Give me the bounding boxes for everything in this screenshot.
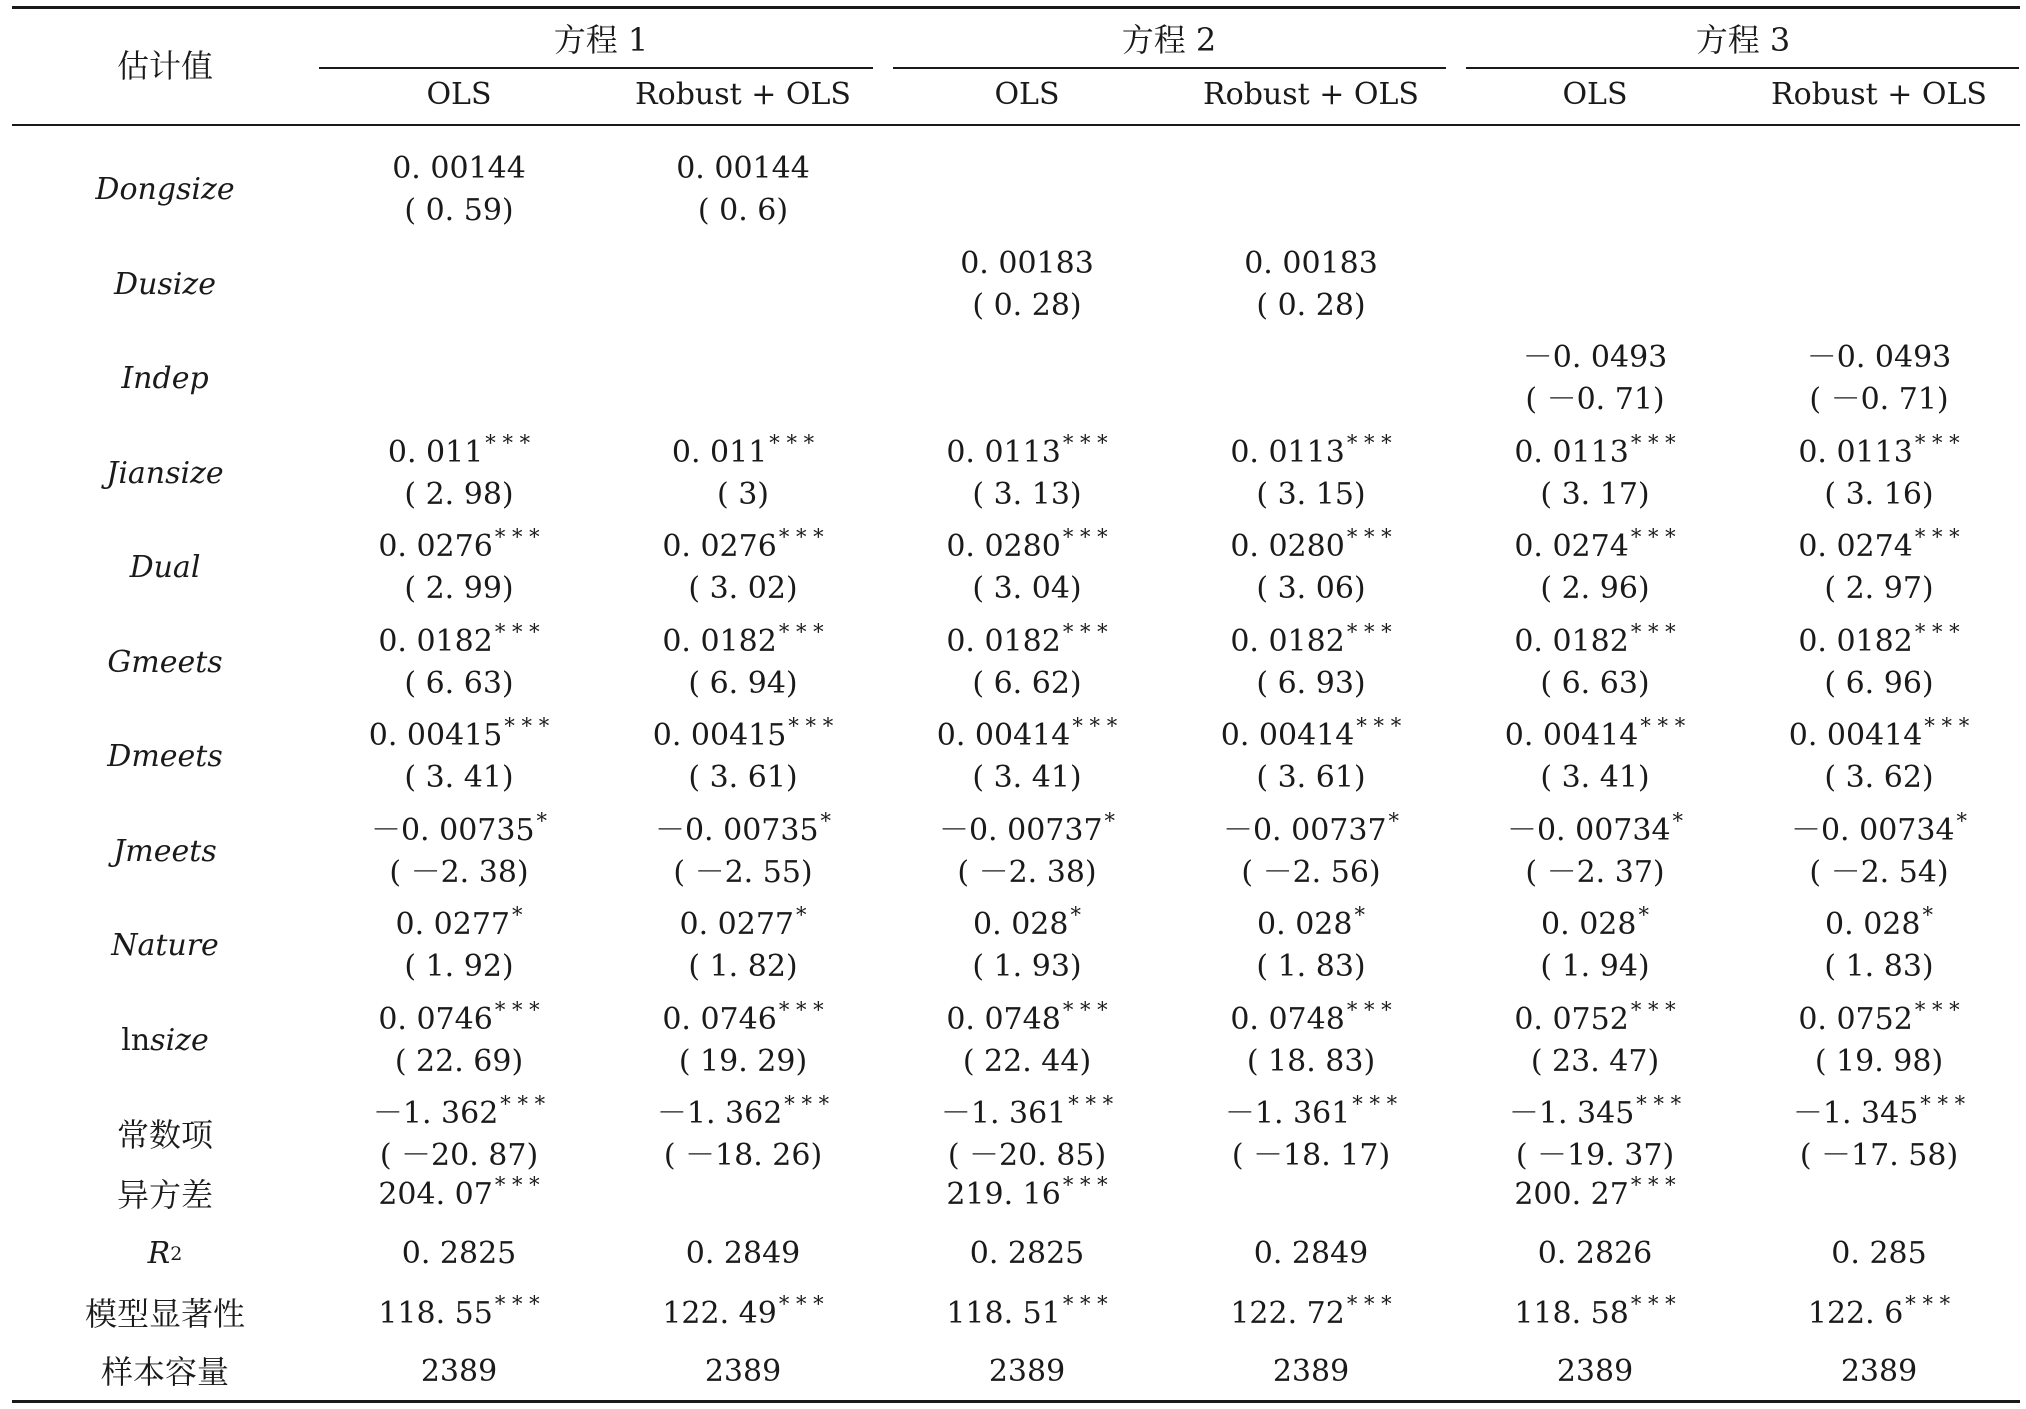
coef-value: －1. 361* * *	[940, 1092, 1114, 1131]
significance-stars: * * *	[1068, 1092, 1114, 1116]
tstat-value: ( 0. 28)	[972, 287, 1082, 323]
coef-value: 2389	[988, 1354, 1066, 1389]
coef-value: 0. 0182* * *	[378, 619, 540, 659]
tstat-value: ( 2. 98)	[404, 476, 514, 512]
coef-value: 0. 00144	[676, 151, 810, 186]
coef-value: 0. 011* * *	[671, 430, 815, 470]
tstat-value: ( 1. 94)	[1540, 949, 1650, 984]
coef-cell	[324, 429, 594, 519]
coef-cell	[324, 807, 594, 897]
tstat-value: ( 0. 59)	[404, 193, 514, 228]
significance-stars: * * *	[1924, 714, 1970, 738]
coef-value: 0. 028*	[973, 903, 1081, 942]
row-label: R 2	[15, 1229, 315, 1279]
tstat-value: ( 19. 98)	[1814, 1043, 1944, 1079]
tstat-value: ( －2. 56)	[1241, 854, 1381, 890]
tstat-value: ( 6. 63)	[1540, 665, 1650, 701]
tstat-value: ( 6. 94)	[688, 665, 798, 701]
stat-cell	[1744, 1229, 2014, 1279]
coef-value: 0. 0752* * *	[1514, 997, 1676, 1037]
coef-cell	[324, 618, 594, 708]
coef-value: 0. 00414* * *	[1788, 714, 1970, 753]
tstat-value: ( 3)	[716, 476, 770, 512]
significance-stars: * * *	[494, 997, 540, 1022]
coef-value: 0. 2825	[401, 1236, 517, 1271]
significance-stars: *	[1104, 808, 1116, 833]
significance-stars: * * *	[1905, 1292, 1951, 1316]
coef-value: 118. 55* * *	[378, 1292, 540, 1331]
coef-cell	[324, 996, 594, 1086]
row-label: Dusize	[114, 266, 216, 302]
tstat-value: ( 1. 82)	[688, 949, 798, 984]
column-header: OLS	[1562, 77, 1628, 112]
stat-cell	[324, 1170, 594, 1220]
coef-cell	[1176, 807, 1446, 897]
significance-stars: *	[1922, 903, 1933, 927]
coef-value: 0. 0280* * *	[1230, 525, 1392, 564]
coef-value: 0. 0182* * *	[662, 619, 824, 659]
significance-stars: * * *	[500, 1092, 546, 1116]
coef-value: 0. 0274* * *	[1514, 525, 1676, 564]
significance-stars: * * *	[494, 525, 540, 549]
coef-cell	[1176, 523, 1446, 613]
coef-value: 0. 2849	[1253, 1236, 1369, 1271]
coef-cell	[1460, 1090, 1730, 1180]
coef-cell	[324, 145, 594, 235]
significance-stars: * * *	[1630, 430, 1676, 455]
stat-cell	[608, 1289, 878, 1339]
coef-cell	[1176, 618, 1446, 708]
significance-stars: *	[1388, 808, 1400, 833]
coef-value: 0. 0746* * *	[662, 997, 824, 1037]
significance-stars: * * *	[1346, 1292, 1392, 1316]
significance-stars: * * *	[494, 619, 540, 644]
coef-value: 0. 0182* * *	[1514, 619, 1676, 659]
coef-value: 0. 00144	[392, 151, 526, 186]
significance-stars: *	[796, 903, 807, 927]
coef-cell	[892, 523, 1162, 613]
coef-cell	[608, 901, 878, 991]
coef-cell	[1460, 901, 1730, 991]
significance-stars: * * *	[1914, 430, 1960, 455]
tstat-value: ( 3. 61)	[688, 760, 798, 795]
significance-stars: * * *	[1062, 525, 1108, 549]
tstat-value: ( 3. 06)	[1256, 571, 1366, 606]
tstat-value: ( 3. 17)	[1540, 476, 1650, 512]
coef-value: 0. 0748* * *	[1230, 997, 1392, 1037]
significance-stars: * * *	[1346, 619, 1392, 644]
coef-cell	[1744, 1090, 2014, 1180]
coef-value: 0. 00414* * *	[936, 714, 1118, 753]
tstat-value: ( －0. 71)	[1525, 382, 1665, 417]
tstat-value: ( 3. 15)	[1256, 476, 1366, 512]
row-label: 样本容量	[100, 1353, 229, 1391]
coef-cell	[1744, 712, 2014, 802]
coef-value: 0. 0113* * *	[946, 430, 1108, 470]
coef-cell	[608, 618, 878, 708]
coef-value: －1. 362* * *	[372, 1092, 546, 1131]
stat-cell	[324, 1289, 594, 1339]
tstat-value: ( 3. 41)	[404, 760, 514, 795]
tstat-value: ( －20. 85)	[947, 1138, 1107, 1173]
coef-cell	[1460, 618, 1730, 708]
significance-stars: * * *	[1630, 1292, 1676, 1316]
tstat-value: ( －18. 26)	[663, 1138, 823, 1173]
stat-cell	[1460, 1170, 1730, 1220]
significance-stars: *	[536, 808, 548, 833]
tstat-value: ( －0. 71)	[1809, 382, 1949, 417]
coef-value: 122. 72* * *	[1230, 1292, 1392, 1331]
row-label-text: R	[147, 1236, 171, 1271]
coef-value: －0. 00737*	[938, 808, 1116, 848]
row-label: Dmeets	[107, 739, 223, 774]
significance-stars: * * *	[778, 619, 824, 644]
tstat-value: ( 3. 62)	[1824, 760, 1934, 795]
row-label: 常数项	[116, 1116, 213, 1154]
tstat-value: ( 3. 02)	[688, 571, 798, 606]
stat-cell	[324, 1347, 594, 1397]
coef-value: 0. 0276* * *	[662, 525, 824, 564]
coef-cell	[608, 807, 878, 897]
coef-cell	[1176, 1090, 1446, 1180]
stat-cell	[1460, 1229, 1730, 1279]
coef-value: 0. 00183	[1244, 245, 1378, 281]
stat-cell	[892, 1289, 1162, 1339]
tstat-value: ( －19. 37)	[1515, 1138, 1675, 1173]
coef-cell	[892, 240, 1162, 330]
bottom-rule	[12, 1400, 2020, 1403]
coef-value: 0. 0113* * *	[1230, 430, 1392, 470]
coef-value: 122. 6* * *	[1807, 1292, 1951, 1331]
tstat-value: ( －2. 38)	[957, 854, 1097, 890]
column-header: Robust + OLS	[1771, 77, 1987, 112]
coef-cell	[1460, 429, 1730, 519]
tstat-value: ( 1. 83)	[1824, 949, 1934, 984]
coef-cell	[1460, 807, 1730, 897]
coef-value: 0. 0182* * *	[1798, 619, 1960, 659]
tstat-value: ( 19. 29)	[678, 1043, 808, 1079]
significance-stars: *	[512, 903, 523, 927]
significance-stars: * * *	[1640, 714, 1686, 738]
coef-cell	[324, 901, 594, 991]
coef-cell	[1744, 807, 2014, 897]
significance-stars: *	[1070, 903, 1081, 927]
stat-cell	[892, 1229, 1162, 1279]
significance-stars: * * *	[1636, 1092, 1682, 1116]
header-rule	[12, 124, 2020, 126]
significance-stars: * * *	[1630, 525, 1676, 549]
significance-stars: * * *	[1346, 525, 1392, 549]
significance-stars: * * *	[1630, 997, 1676, 1022]
significance-stars: * * *	[1914, 997, 1960, 1022]
tstat-value: ( －20. 87)	[379, 1138, 539, 1173]
row-label: Jiansize	[106, 455, 224, 491]
equation-header-1: 方程 1	[553, 21, 649, 59]
coef-cell	[1744, 523, 2014, 613]
significance-stars: * * *	[784, 1092, 830, 1116]
stat-cell	[892, 1347, 1162, 1397]
tstat-value: ( 3. 61)	[1256, 760, 1366, 795]
coef-value: －0. 0493	[1806, 340, 1952, 375]
coef-cell	[892, 712, 1162, 802]
coef-value: 0. 2849	[685, 1236, 801, 1271]
coef-value: －0. 00737*	[1222, 808, 1400, 848]
coef-value: 0. 0113* * *	[1798, 430, 1960, 470]
tstat-value: ( 6. 62)	[972, 665, 1082, 701]
coef-value: 0. 0182* * *	[946, 619, 1108, 659]
coef-cell	[1176, 996, 1446, 1086]
coef-cell	[1744, 901, 2014, 991]
significance-stars: * * *	[1630, 619, 1676, 644]
significance-stars: * * *	[1062, 1292, 1108, 1316]
tstat-value: ( 1. 93)	[972, 949, 1082, 984]
significance-stars: * * *	[1920, 1092, 1966, 1116]
coef-value: 0. 0274* * *	[1798, 525, 1960, 564]
stat-cell	[1744, 1347, 2014, 1397]
significance-stars: * * *	[778, 1292, 824, 1316]
stat-cell	[324, 1229, 594, 1279]
stat-cell	[1176, 1229, 1446, 1279]
coef-value: －0. 00735*	[654, 808, 832, 848]
stat-cell	[1460, 1347, 1730, 1397]
coef-cell	[1176, 901, 1446, 991]
coef-cell	[1176, 429, 1446, 519]
coef-value: 0. 0276* * *	[378, 525, 540, 564]
coef-value: 122. 49* * *	[662, 1292, 824, 1331]
coef-value: 0. 028*	[1541, 903, 1649, 942]
coef-cell	[892, 429, 1162, 519]
tstat-value: ( 1. 83)	[1256, 949, 1366, 984]
row-label: 模型显著性	[84, 1295, 245, 1333]
tstat-value: ( －2. 55)	[673, 854, 813, 890]
significance-stars: * * *	[1072, 714, 1118, 738]
coef-value: 118. 51* * *	[946, 1292, 1108, 1331]
group-rule-2	[893, 67, 1446, 69]
coef-value: 0. 00414* * *	[1504, 714, 1686, 753]
corner-label: 估计值	[116, 47, 213, 85]
tstat-value: ( 22. 69)	[394, 1043, 524, 1079]
significance-stars: * * *	[485, 430, 531, 455]
coef-value: 0. 285	[1831, 1236, 1927, 1271]
significance-stars: *	[1956, 808, 1968, 833]
significance-stars: * * *	[494, 1292, 540, 1316]
coef-cell	[892, 996, 1162, 1086]
coef-value: 0. 0746* * *	[378, 997, 540, 1037]
significance-stars: * * *	[1062, 997, 1108, 1022]
coef-value: －1. 345* * *	[1792, 1092, 1966, 1131]
tstat-value: ( 0. 28)	[1256, 287, 1366, 323]
tstat-value: ( 18. 83)	[1246, 1043, 1376, 1079]
coef-cell	[892, 618, 1162, 708]
tstat-value: ( 2. 97)	[1824, 571, 1934, 606]
coef-value: －0. 00734*	[1506, 808, 1684, 848]
tstat-value: ( 0. 6)	[697, 193, 789, 228]
coef-cell	[608, 996, 878, 1086]
tstat-value: ( －2. 54)	[1809, 854, 1949, 890]
equation-header-3: 方程 3	[1695, 21, 1791, 59]
significance-stars: * * *	[788, 714, 834, 738]
coef-value: 0. 0113* * *	[1514, 430, 1676, 470]
significance-stars: *	[1672, 808, 1684, 833]
coef-cell	[1176, 240, 1446, 330]
tstat-value: ( 2. 99)	[404, 571, 514, 606]
coef-value: －1. 362* * *	[656, 1092, 830, 1131]
row-label: Gmeets	[107, 644, 223, 680]
coef-value: 118. 58* * *	[1514, 1292, 1676, 1331]
tstat-value: ( －18. 17)	[1231, 1138, 1391, 1173]
significance-stars: * * *	[778, 997, 824, 1022]
coef-value: 0. 0748* * *	[946, 997, 1108, 1037]
significance-stars: * * *	[1914, 525, 1960, 549]
coef-value: 0. 00183	[960, 245, 1094, 281]
significance-stars: * * *	[1062, 619, 1108, 644]
significance-stars: * * *	[1062, 430, 1108, 455]
coef-cell	[892, 1090, 1162, 1180]
row-label-text: size	[150, 1022, 209, 1058]
significance-stars: *	[1638, 903, 1649, 927]
significance-stars: * * *	[1062, 1173, 1108, 1197]
tstat-value: ( 3. 16)	[1824, 476, 1934, 512]
coef-value: －0. 00734*	[1790, 808, 1968, 848]
coef-value: 219. 16* * *	[946, 1173, 1108, 1212]
coef-cell	[892, 901, 1162, 991]
tstat-value: ( 6. 96)	[1824, 665, 1934, 701]
coef-value: 0. 00415* * *	[368, 714, 550, 753]
tstat-value: ( 1. 92)	[404, 949, 514, 984]
tstat-value: ( 22. 44)	[962, 1043, 1092, 1079]
row-label: Indep	[121, 361, 209, 396]
coef-value: －1. 361* * *	[1224, 1092, 1398, 1131]
coef-cell	[608, 1090, 878, 1180]
group-rule-3	[1466, 67, 2019, 69]
column-header: Robust + OLS	[1203, 77, 1419, 112]
coef-value: 200. 27* * *	[1514, 1173, 1676, 1212]
significance-stars: * * *	[1356, 714, 1402, 738]
coef-cell	[1744, 996, 2014, 1086]
coef-value: 2389	[704, 1354, 782, 1389]
row-label: Jmeets	[113, 833, 217, 869]
stat-cell	[1744, 1289, 2014, 1339]
coef-cell	[608, 145, 878, 235]
stat-cell	[608, 1347, 878, 1397]
stat-cell	[608, 1229, 878, 1279]
coef-value: －1. 345* * *	[1508, 1092, 1682, 1131]
stat-cell	[1460, 1289, 1730, 1339]
significance-stars: * * *	[494, 1173, 540, 1197]
tstat-value: ( －17. 58)	[1799, 1138, 1959, 1173]
tstat-value: ( 6. 63)	[404, 665, 514, 701]
significance-stars: * * *	[1914, 619, 1960, 644]
tstat-value: ( 23. 47)	[1530, 1043, 1660, 1079]
coef-value: 2389	[420, 1354, 498, 1389]
significance-stars: * * *	[504, 714, 550, 738]
column-header: OLS	[994, 77, 1060, 112]
row-label: Dongsize	[95, 172, 235, 207]
row-label-text: ln	[121, 1022, 151, 1058]
coef-value: 2389	[1556, 1354, 1634, 1389]
coef-value: 0. 00415* * *	[652, 714, 834, 753]
coef-value: 0. 0277*	[395, 903, 523, 942]
row-label	[15, 1016, 315, 1066]
coef-value: 0. 0752* * *	[1798, 997, 1960, 1037]
tstat-value: ( 3. 41)	[1540, 760, 1650, 795]
significance-stars: * * *	[1630, 1173, 1676, 1197]
tstat-value: ( －2. 38)	[389, 854, 529, 890]
significance-stars: * * *	[1346, 430, 1392, 455]
coef-cell	[1744, 618, 2014, 708]
coef-cell	[892, 807, 1162, 897]
coef-cell	[324, 712, 594, 802]
coef-value: －0. 0493	[1522, 340, 1668, 375]
coef-value: 0. 00414* * *	[1220, 714, 1402, 753]
significance-stars: * * *	[1346, 997, 1392, 1022]
coef-value: －0. 00735*	[370, 808, 548, 848]
coef-cell	[1460, 523, 1730, 613]
coef-cell	[608, 712, 878, 802]
stat-cell	[892, 1170, 1162, 1220]
coef-cell	[324, 1090, 594, 1180]
coef-cell	[1460, 334, 1730, 424]
coef-cell	[1744, 334, 2014, 424]
significance-stars: * * *	[769, 430, 815, 455]
coef-cell	[608, 429, 878, 519]
coef-value: 0. 0182* * *	[1230, 619, 1392, 659]
group-rule-1	[319, 67, 873, 69]
coef-value: 0. 011* * *	[387, 430, 531, 470]
significance-stars: * * *	[778, 525, 824, 549]
column-header: Robust + OLS	[635, 77, 851, 112]
coef-value: 0. 2826	[1537, 1236, 1653, 1271]
significance-stars: *	[1354, 903, 1365, 927]
significance-stars: *	[820, 808, 832, 833]
coef-value: 0. 0280* * *	[946, 525, 1108, 564]
coef-cell	[1744, 429, 2014, 519]
tstat-value: ( 6. 93)	[1256, 665, 1366, 701]
coef-cell	[1176, 712, 1446, 802]
coef-cell	[1460, 712, 1730, 802]
coef-value: 2389	[1840, 1354, 1918, 1389]
row-label: 异方差	[116, 1176, 213, 1214]
coef-cell	[1460, 996, 1730, 1086]
coef-cell	[608, 523, 878, 613]
coef-value: 0. 0277*	[679, 903, 807, 942]
tstat-value: ( －2. 37)	[1525, 854, 1665, 890]
coef-value: 0. 2825	[969, 1236, 1085, 1271]
stat-cell	[1176, 1347, 1446, 1397]
row-label: Dual	[129, 550, 201, 585]
tstat-value: ( 3. 13)	[972, 476, 1082, 512]
coef-value: 2389	[1272, 1354, 1350, 1389]
coef-value: 204. 07* * *	[378, 1173, 540, 1212]
tstat-value: ( 3. 41)	[972, 760, 1082, 795]
row-label: Nature	[111, 928, 219, 963]
coef-cell	[324, 523, 594, 613]
column-header: OLS	[426, 77, 492, 112]
coef-value: 0. 028*	[1825, 903, 1933, 942]
tstat-value: ( 2. 96)	[1540, 571, 1650, 606]
equation-header-2: 方程 2	[1121, 21, 1217, 59]
top-rule	[12, 6, 2020, 9]
coef-value: 0. 028*	[1257, 903, 1365, 942]
significance-stars: * * *	[1352, 1092, 1398, 1116]
stat-cell	[1176, 1289, 1446, 1339]
tstat-value: ( 3. 04)	[972, 571, 1082, 606]
